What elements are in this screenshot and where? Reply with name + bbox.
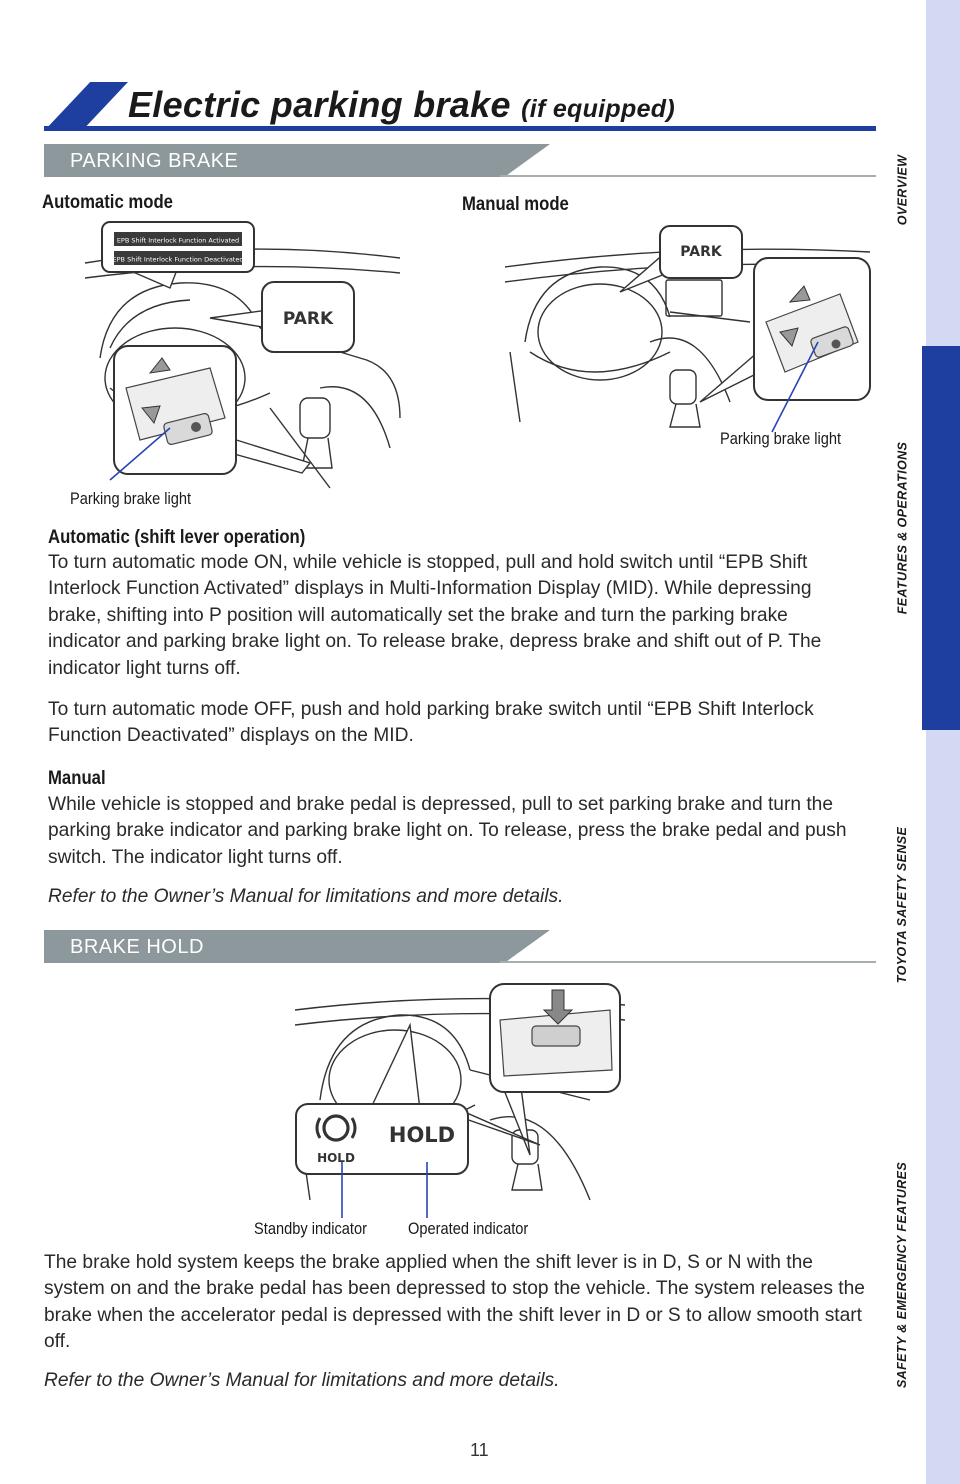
- tab-features-operations[interactable]: FEATURES & OPERATIONS: [895, 441, 909, 615]
- operated-indicator-callout: Operated indicator: [408, 1219, 529, 1238]
- section-tabs: [926, 0, 960, 1484]
- hold-indicator-text: HOLD: [388, 1123, 456, 1147]
- park-indicator-auto: PARK: [282, 309, 334, 329]
- automatic-paragraph-2: To turn automatic mode OFF, push and hold parking brake switch until “EPB Shift Interlock Function Deactivated” displays on the MID.: [48, 699, 814, 747]
- hold-small-label: HOLD: [317, 1151, 355, 1165]
- title-underline: [44, 126, 876, 131]
- brake-hold-paragraph: The brake hold system keeps the brake applied when the shift lever is in D, S or N with the system on and the brake pedal has been depressed to stop the vehicle. The system releases the brake when the accelerator pedal is depressed with the shift lever in D or S to allow smooth start off.: [44, 1252, 865, 1353]
- tab-toyota-safety-sense[interactable]: TOYOTA SAFETY SENSE: [895, 826, 910, 984]
- automatic-mode-illustration: [70, 218, 410, 493]
- parking-brake-light-callout-auto: Parking brake light: [70, 489, 192, 508]
- page-title: Electric parking brake (if equipped): [128, 84, 675, 125]
- section-title-brake-hold: BRAKE HOLD: [70, 936, 204, 958]
- title-accent: [44, 82, 128, 131]
- manual-mode-illustration: [500, 222, 875, 437]
- automatic-mode-label: Automatic mode: [42, 192, 173, 213]
- page-number: 11: [470, 1440, 489, 1460]
- tab-overview[interactable]: OVERVIEW: [895, 154, 910, 226]
- automatic-paragraph-1: To turn automatic mode ON, while vehicle is stopped, pull and hold switch until “EPB Shift Interlock Function Activated” displays in Multi-Information Display (MID). While depressing brake, shifting into P position will automatically set the brake and turn the parking brake indicator and parking brake light on. To release brake, depress brake and shift out of P. The indicator light turns off.: [48, 552, 822, 679]
- parking-brake-light-callout-manual: Parking brake light: [720, 429, 842, 448]
- section-rule: [500, 175, 876, 177]
- manual-heading: Manual: [48, 768, 106, 789]
- manual-paragraph: While vehicle is stopped and brake pedal is depressed, pull to set parking brake and turn the parking brake indicator and parking brake light on. To release, press the brake pedal and push switch. The indicator light turns off.: [48, 794, 847, 868]
- msg-activated: EPB Shift Interlock Function Activated: [116, 236, 240, 245]
- automatic-heading: Automatic (shift lever operation): [48, 527, 306, 548]
- standby-indicator-callout: Standby indicator: [254, 1219, 367, 1238]
- section-title-parking-brake: PARKING BRAKE: [70, 150, 239, 172]
- brake-hold-note: Refer to the Owner’s Manual for limitations and more details.: [44, 1370, 560, 1391]
- tab-safety-emergency[interactable]: SAFETY & EMERGENCY FEATURES: [895, 1161, 910, 1389]
- page-title-suffix: (if equipped): [521, 95, 675, 123]
- active-tab-marker: [922, 346, 960, 730]
- park-indicator-manual: PARK: [680, 244, 722, 260]
- manual-mode-label: Manual mode: [462, 194, 569, 215]
- brake-hold-illustration: [290, 980, 630, 1220]
- section-rule: [500, 961, 876, 963]
- msg-deactivated: EPB Shift Interlock Function Deactivated: [112, 255, 244, 264]
- parking-note: Refer to the Owner’s Manual for limitations and more details.: [48, 886, 564, 907]
